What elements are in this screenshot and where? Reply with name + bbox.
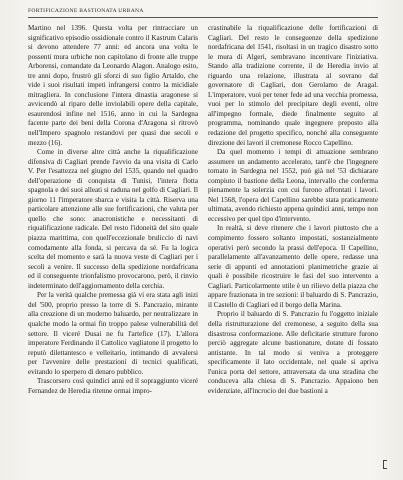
running-head: FORTIFICAZIONE BASTIONATA URBANA [28,8,144,14]
paragraph: Come in diverse altre città anche la riqualificazione difensiva di Cagliari prende l'avvio da una visita di Carlo V. Per l'esattezza nel giugno del 1535, quando nel quadro dell'operazione di conquista di Tunisi, l'intera flotta spagnola e dei suoi alleati si raduna nel golfo di Cagliari. Il giorno 11 l'imperatore sbarca e visita la città. Riserva una particolare attenzione alle sue fortificazioni, che valuta per quello che sono: anacronistiche e necessitanti di riqualificazione radicale. Del resto l'idoneità del sito quale piazza marittima, con quell'eccezionale bruliccio di navi comodamente alla fonda, si percava da sé. Fu la logica scelta del momento e sarà la nuova veste di Cagliari per i secoli a venire. Il successo della spedizione nordafricana ed il conseguente trionfalismo provocarono, però, il rinvio indeterminato dell'aggiornamento della cerchia. [28,148,198,290]
left-text-column [28,24,198,396]
margin-bracket-mark [383,460,387,469]
header-rule [28,17,378,18]
paragraph: Per la verità qualche premessa già vi era stata agli inizi del '500, proprio presso la torre di S. Pancrazio, mirante alla creazione di un moderno baluardo, per neutralizzare in qualche modo la ormai fin troppo palese vulnerabilità del settore. Il viceré Dusai ne fu l'artefice (17). L'allora imperatore Ferdinando il Cattolico vagliatone il progetto lo reputò dilettantesco e velleitario, intimando di avvalersi per l'avvenire delle prestazioni di tecnici qualificati, evitando lo sperpero di denaro pubblico. [28,291,198,376]
paragraph: crastinabile la riqualificazione delle fortificazioni di Cagliari. Del resto le conseguenze della spedizione nordafricana del 1541, risoltasi in un tragico disastro sotto le mura di Algeri, sembravano incentivare l'iniziativa. Stando alla tradizione corrente, il de Heredia invio al riguardo una relazione, illustrata al sovrano dal governatore di Cagliari, don Gerolamo de Aragal. L'imperatore, vuoi per tener fede ad una vecchia promessa, vuoi per lo stimolo del precipitare degli eventi, oltre all'impegno formale, diede finalmente seguito al programma, nominando quale ingegnere preposto alla redazione del progetto specifico, nonché alla conseguente direzione dei lavori il cremonese Rocco Capellino. [208,24,378,147]
paragraph: Da quel momento i tempi di attuazione sembrano assumere un andamento accelerato, tant'è che l'ingegnere tornato in Sardegna nel 1552, può già nel '53 dichiarare compiuto il bastione della Leona, intervallo che conferma pienamente la solerzia con cui furono affrontati i lavori. Nel 1568, l'opera del Capellino sarebbe stata praticamente ultimata, avendo richiesto appena quindici anni, tempo non eccessivo per quel tipo d'intervento. [208,148,378,223]
right-text-column [208,24,378,396]
paragraph: Martino nel 1396. Questa volta per rintracciare un significativo episodio ossidionale contro il Kastrum Calaris si devono attendere 77 anni: ed ancora una volta le possenti mura urbiche non capitolano di fronte alle truppe Arborensi, comandate da Leonardo Alagon. Analogo esito, tre anni dopo, frustrò gli sforzi di suo figlio Artaldo, che vide i suoi risultati impeti infrangersi contro la micidiale mitragliera. In conclusione l'intera dinastia aragonese si avvicendò al riparo delle inviolabili opere della capitale, esaurendosi infine nel 1516, anno in cui la Sardegna facente parte dei beni della Corona d'Aragona si ritrovò nell'Impero spagnolo restandovi per quasi due secoli e mezzo (16). [28,24,198,147]
paragraph: Proprio il baluardo di S. Pancrazio fu l'oggetto iniziale della ristrutturazione del cremonese, a seguito della sua disastrosa conformazione. Alle deficitarie strutture furono perciò aggregate alcune bastionature, dotate di fossato antistante. In tal modo si veniva a proteggere specificamente il lato occidentale, nel quale si apriva l'unica porta del settore, attraversata da una stradina che conduceva alla chiesa di S. Pancrazio. Appaiono ben evidenziate, all'incrocio dei due bastioni a [208,310,378,395]
paragraph: Trascorsero così quindici anni ed il sopraggiunto viceré Fernandez de Heredia ritenne ormai impro- [28,377,198,395]
paragraph: In realtà, si deve ritenere che i lavori piuttosto che a compimento fossero soltanto impostati, sostanzialmente operativi però secondo la prassi dell'epoca. Il Capellino, parallelamente all'avanzamento delle opere, redasse una serie di appunti ed annotazioni planimetriche grazie ai quali è possibile ricostruire le fasi del suo intervento a Cagliari. Particolarmente utile è un rilievo della piazza che appare frazionata in tre sezioni: il baluardo di S. Pancrazio, il Castello di Cagliari ed il borgo della Marina. [208,224,378,309]
